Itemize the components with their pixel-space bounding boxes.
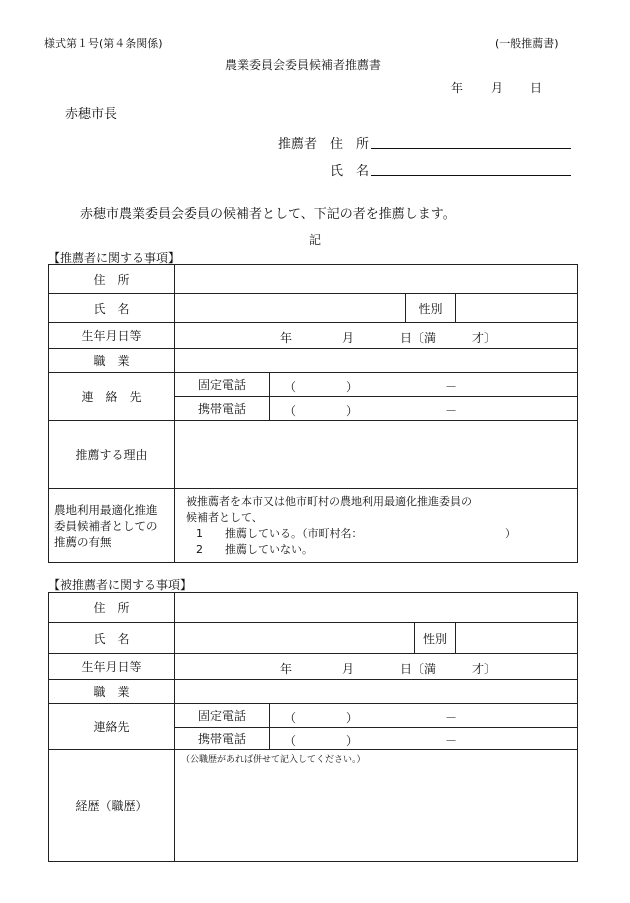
s2-address-field[interactable] [175, 593, 578, 623]
s2-birth-month: 月 [342, 662, 355, 676]
form-type: (一般推薦書) [495, 37, 559, 50]
recommender-table [48, 264, 578, 563]
recommendation-statement: 赤穂市農業委員会委員の候補者として、下記の者を推薦します。 [80, 207, 456, 222]
s1-promotion-field [175, 489, 578, 563]
recommender-label: 推薦者 [278, 137, 318, 152]
s2-career-label: 経歴（職歴） [49, 750, 175, 862]
form-number: 様式第１号(第４条関係) [44, 37, 163, 50]
s2-landline-label: 固定電話 [175, 704, 270, 728]
s2-birth-age: 才〕 [472, 662, 497, 676]
s1-gender-label: 性別 [406, 294, 456, 323]
s1-promotion-option-1-close: ） [505, 527, 516, 540]
s2-name-field[interactable] [175, 623, 415, 654]
recommender-name-line[interactable] [371, 160, 571, 176]
s2-job-field[interactable] [175, 680, 578, 704]
addressee: 赤穂市長 [65, 107, 118, 122]
s2-birth-day: 日〔満 [400, 662, 437, 676]
section1-heading: 【推薦者に関する事項】 [48, 251, 181, 265]
s2-landline-open-paren: （ [284, 711, 297, 725]
s1-address-field[interactable] [175, 265, 578, 294]
s2-career-note: （公職歴があれば併せて記入してください。） [181, 755, 366, 765]
s1-promotion-option-2[interactable]: 2 推薦していない。 [196, 542, 313, 556]
s1-promotion-label: 農地利用最適化推進委員候補者としての推薦の有無 [49, 489, 175, 563]
s2-contact-label: 連絡先 [49, 704, 175, 750]
s1-birth-field[interactable] [175, 323, 578, 349]
s2-mobile-open-paren: （ [284, 734, 297, 748]
s1-mobile-open-paren: （ [284, 404, 297, 418]
s2-name-label: 氏 名 [49, 623, 175, 654]
s1-job-field[interactable] [175, 349, 578, 373]
s2-mobile-dash: － [445, 734, 458, 748]
s1-birth-day: 日〔満 [400, 331, 437, 345]
s2-mobile-label: 携帯電話 [175, 728, 270, 750]
s1-gender-field[interactable] [456, 294, 578, 323]
s2-landline-dash: － [445, 711, 458, 725]
s2-gender-label: 性別 [415, 623, 456, 654]
section2-heading: 【被推薦者に関する事項】 [48, 578, 193, 592]
s1-mobile-label: 携帯電話 [175, 397, 270, 421]
nominee-table [48, 592, 578, 862]
s2-job-label: 職 業 [49, 680, 175, 704]
recommender-address-label: 住 所 [330, 137, 370, 152]
s1-landline-close-paren: ） [346, 380, 359, 394]
s1-landline-field[interactable] [270, 373, 578, 397]
s2-birth-year: 年 [280, 662, 293, 676]
document-title: 農業委員会委員候補者推薦書 [225, 58, 382, 72]
s1-landline-dash: － [445, 380, 458, 394]
s2-landline-close-paren: ） [346, 711, 359, 725]
s1-contact-label: 連 絡 先 [49, 373, 175, 421]
s2-birth-label: 生年月日等 [49, 654, 175, 680]
date-day-label: 日 [530, 81, 543, 95]
s2-mobile-close-paren: ） [346, 734, 359, 748]
s1-name-field[interactable] [175, 294, 406, 323]
s1-job-label: 職 業 [49, 349, 175, 373]
recommender-address-line[interactable] [371, 133, 571, 149]
s1-birth-year: 年 [280, 331, 293, 345]
s1-birth-age: 才〕 [472, 331, 497, 345]
s1-mobile-dash: － [445, 404, 458, 418]
s1-promotion-text-1: 被推薦者を本市又は他市町村の農地利用最適化推進委員の [186, 494, 472, 508]
s1-birth-label: 生年月日等 [49, 323, 175, 349]
s1-landline-open-paren: （ [284, 380, 297, 394]
date-month-label: 月 [491, 81, 504, 95]
s1-reason-field[interactable] [175, 421, 578, 489]
s1-reason-label: 推薦する理由 [49, 421, 175, 489]
s1-promotion-option-1[interactable]: 1 推薦している。（市町村名： [196, 526, 363, 540]
s2-mobile-field[interactable] [270, 728, 578, 750]
s1-mobile-field[interactable] [270, 397, 578, 421]
s1-mobile-close-paren: ） [346, 404, 359, 418]
s2-birth-field[interactable] [175, 654, 578, 680]
s1-address-label: 住 所 [49, 265, 175, 294]
s2-career-field[interactable] [175, 750, 578, 862]
recommender-name-label: 氏 名 [330, 164, 370, 179]
s1-name-label: 氏 名 [49, 294, 175, 323]
s2-address-label: 住 所 [49, 593, 175, 623]
s1-promotion-text-2: 候補者として、 [186, 510, 263, 524]
s1-birth-month: 月 [342, 331, 355, 345]
s2-gender-field[interactable] [456, 623, 578, 654]
date-year-label: 年 [451, 81, 464, 95]
s2-landline-field[interactable] [270, 704, 578, 728]
s1-landline-label: 固定電話 [175, 373, 270, 397]
ki-notation: 記 [309, 233, 322, 247]
